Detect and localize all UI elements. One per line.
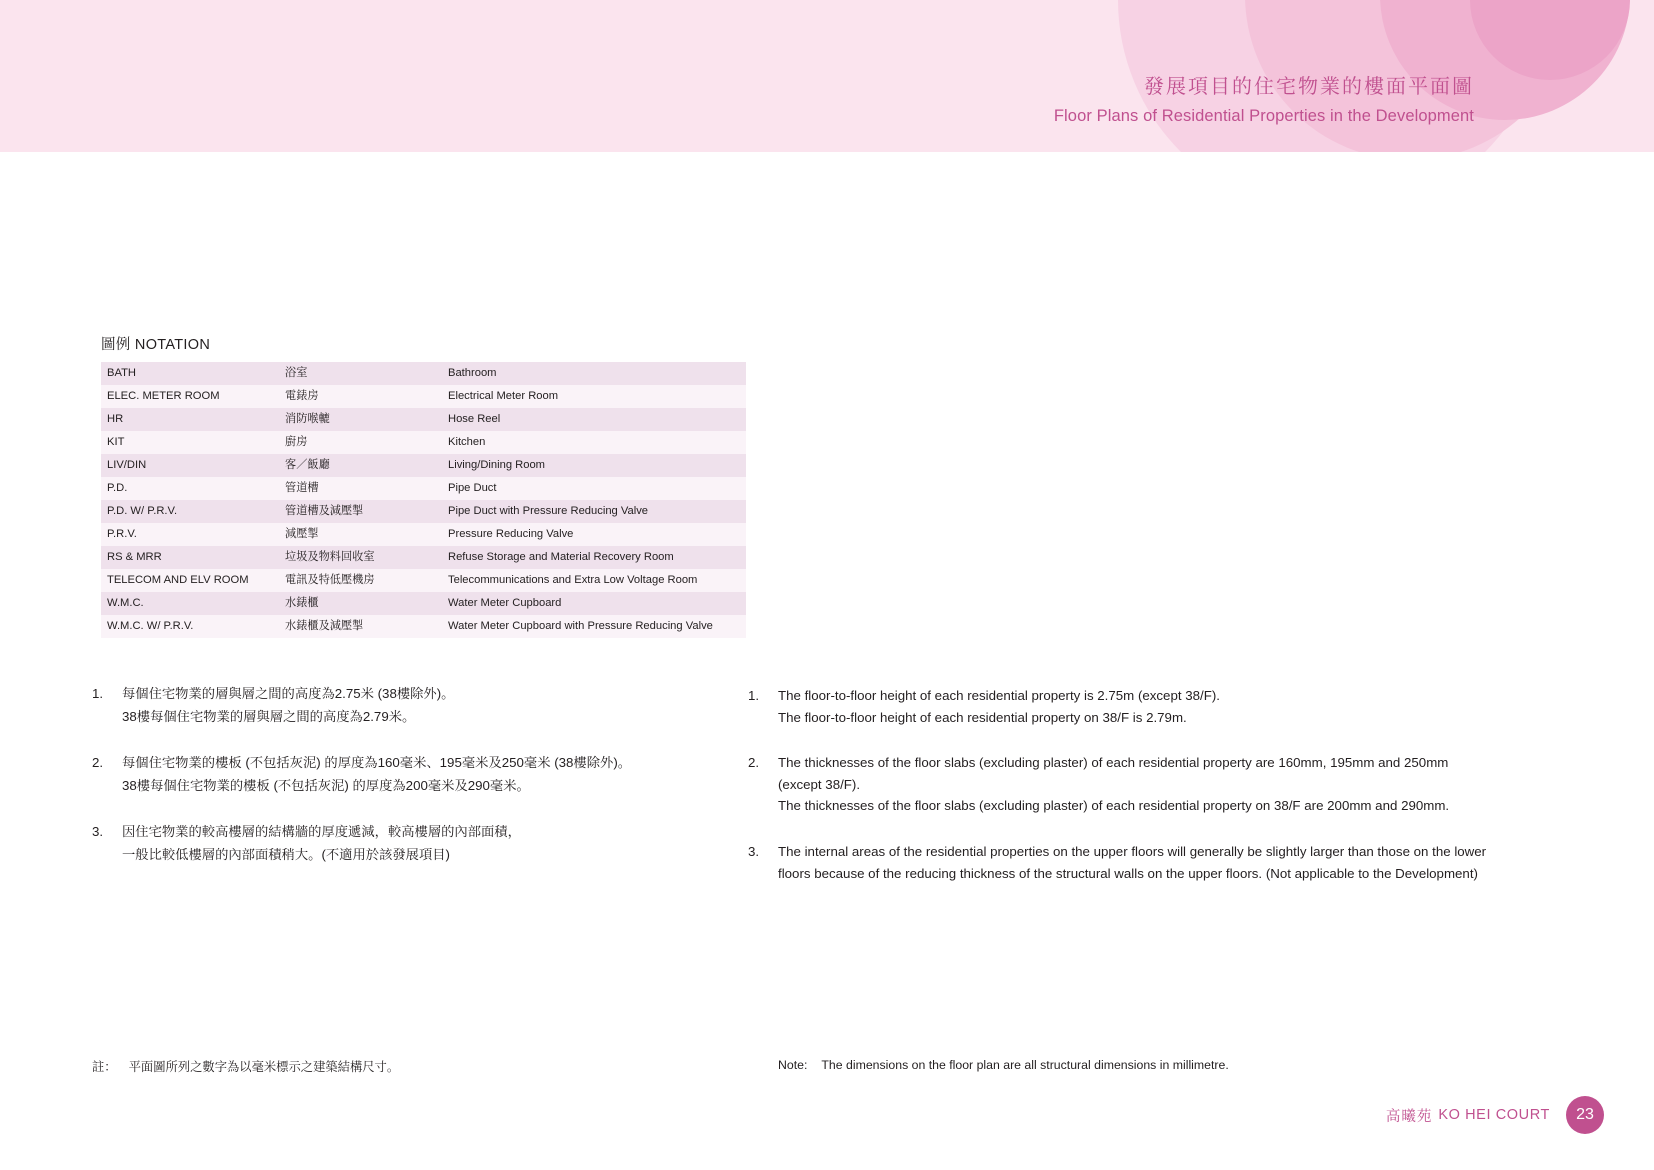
development-name-zh: 高曦苑 — [1385, 1108, 1433, 1125]
notation-cell-en: Bathroom — [448, 367, 497, 380]
notation-row — [101, 500, 746, 523]
note-number: 2. — [748, 755, 760, 771]
notation-cell-abbr: BATH — [107, 367, 137, 380]
notation-table — [101, 362, 746, 638]
page-title-en: Floor Plans of Residential Properties in the Development — [1053, 107, 1474, 125]
footnote-zh — [92, 1057, 692, 1075]
page-header-band — [0, 0, 1654, 152]
notation-cell-en: Electrical Meter Room — [448, 390, 559, 403]
note-item — [92, 753, 692, 798]
notes-list-en — [748, 686, 1538, 909]
footnote-text-zh: 平面圖所列之數字為以毫米標示之建築結構尺寸。 — [128, 1060, 400, 1074]
notation-cell-abbr: W.M.C. — [107, 597, 144, 610]
note-body — [778, 753, 1449, 818]
note-line: 38樓每個住宅物業的樓板 (不包括灰泥) 的厚度為200毫米及290毫米。 — [122, 777, 530, 793]
footnote-en — [778, 1058, 1498, 1072]
notation-cell-abbr: TELECOM AND ELV ROOM — [107, 574, 249, 587]
notation-row — [101, 546, 746, 569]
notation-cell-en: Telecommunications and Extra Low Voltage Room — [448, 574, 698, 587]
notation-cell-abbr: RS & MRR — [107, 551, 162, 564]
note-line: The floor-to-floor height of each residential property on 38/F is 2.79m. — [778, 709, 1187, 725]
footnote-label-zh: 註： — [92, 1060, 117, 1074]
notation-cell-zh: 客／飯廳 — [285, 459, 330, 472]
notation-row — [101, 454, 746, 477]
note-line: floors because of the reducing thickness of the structural walls on the upper floors. (Not applicable to the Development) — [778, 865, 1478, 881]
notation-cell-en: Water Meter Cupboard — [448, 597, 562, 610]
note-body — [778, 842, 1486, 885]
notation-cell-en: Kitchen — [448, 436, 486, 449]
page-number-badge: 23 — [1566, 1096, 1604, 1134]
page-footer — [1386, 1096, 1604, 1134]
notation-cell-abbr: P.D. W/ P.R.V. — [107, 505, 178, 518]
page-title-zh: 發展項目的住宅物業的樓面平面圖 — [1144, 76, 1474, 98]
note-item — [748, 753, 1538, 818]
notation-row — [101, 615, 746, 638]
note-line: 每個住宅物業的層與層之間的高度為2.75米 (38樓除外)。 — [122, 686, 455, 701]
notes-list-zh — [92, 684, 692, 892]
footnote-text-en: The dimensions on the floor plan are all structural dimensions in millimetre. — [821, 1058, 1229, 1072]
notation-cell-zh: 浴室 — [285, 367, 308, 380]
note-item — [92, 822, 692, 867]
note-body — [122, 822, 521, 867]
notation-cell-zh: 廚房 — [285, 436, 308, 449]
notation-cell-abbr: ELEC. METER ROOM — [107, 390, 220, 403]
note-number: 1. — [748, 688, 760, 703]
notation-cell-zh: 管道槽及減壓掣 — [285, 505, 364, 518]
note-body — [778, 686, 1220, 729]
notation-cell-en: Hose Reel — [448, 413, 501, 426]
notation-cell-en: Living/Dining Room — [448, 459, 546, 472]
note-item — [748, 686, 1538, 729]
notation-heading: 圖例 NOTATION — [101, 337, 211, 353]
notation-cell-abbr: HR — [107, 413, 124, 426]
notation-cell-zh: 垃圾及物料回收室 — [285, 551, 375, 564]
note-body — [122, 753, 631, 798]
note-line: (except 38/F). — [778, 776, 861, 792]
notation-row — [101, 569, 746, 592]
notation-row — [101, 592, 746, 615]
note-body — [122, 684, 454, 729]
note-line: 因住宅物業的較高樓層的結構牆的厚度遞減，較高樓層的內部面積， — [122, 824, 521, 840]
notation-cell-en: Water Meter Cupboard with Pressure Reducing Valve — [448, 620, 713, 633]
note-line: The floor-to-floor height of each residential property is 2.75m (except 38/F). — [778, 688, 1220, 703]
note-line: The thicknesses of the floor slabs (excluding plaster) of each residential property on 38/F are 200mm and 290mm. — [778, 798, 1450, 814]
development-name-en: KO HEI COURT — [1438, 1107, 1550, 1123]
notation-row — [101, 362, 746, 385]
notation-cell-abbr: KIT — [107, 436, 125, 449]
note-number: 3. — [748, 844, 760, 860]
notation-row — [101, 431, 746, 454]
notation-cell-abbr: LIV/DIN — [107, 459, 147, 472]
notation-cell-en: Refuse Storage and Material Recovery Room — [448, 551, 674, 564]
notation-cell-zh: 電訊及特低壓機房 — [285, 574, 375, 587]
note-line: The internal areas of the residential properties on the upper floors will generally be slightly larger than those on the lower — [778, 844, 1487, 860]
notation-row — [101, 385, 746, 408]
notation-cell-zh: 管道槽 — [285, 482, 319, 495]
notation-row — [101, 408, 746, 431]
note-item — [748, 842, 1538, 885]
footnote-label-en: Note: — [778, 1058, 808, 1072]
note-number: 1. — [92, 686, 104, 701]
notation-cell-en: Pipe Duct with Pressure Reducing Valve — [448, 505, 649, 518]
notation-cell-abbr: P.D. — [107, 482, 128, 495]
notation-cell-zh: 減壓掣 — [285, 528, 319, 541]
notation-cell-en: Pressure Reducing Valve — [448, 528, 574, 541]
note-line: 38樓每個住宅物業的層與層之間的高度為2.79米。 — [122, 708, 416, 724]
note-number: 3. — [92, 824, 104, 840]
note-line: 每個住宅物業的樓板 (不包括灰泥) 的厚度為160毫米、195毫米及250毫米 (38樓除外)。 — [122, 755, 632, 771]
notation-cell-zh: 水錶櫃 — [285, 597, 319, 610]
notation-cell-abbr: P.R.V. — [107, 528, 137, 541]
notation-cell-zh: 水錶櫃及減壓掣 — [285, 620, 364, 633]
note-line: 一般比較低樓層的內部面積稍大。(不適用於該發展項目) — [122, 847, 450, 863]
notation-row — [101, 523, 746, 546]
note-line: The thicknesses of the floor slabs (excluding plaster) of each residential property are 160mm, 195mm and 250mm — [778, 755, 1449, 771]
notation-cell-en: Pipe Duct — [448, 482, 497, 495]
header-titles — [1054, 70, 1474, 126]
note-number: 2. — [92, 755, 104, 771]
note-item — [92, 684, 692, 729]
notation-cell-zh: 消防喉轆 — [285, 413, 330, 426]
notation-cell-zh: 電錶房 — [285, 390, 319, 403]
notation-row — [101, 477, 746, 500]
notation-cell-abbr: W.M.C. W/ P.R.V. — [107, 620, 194, 633]
